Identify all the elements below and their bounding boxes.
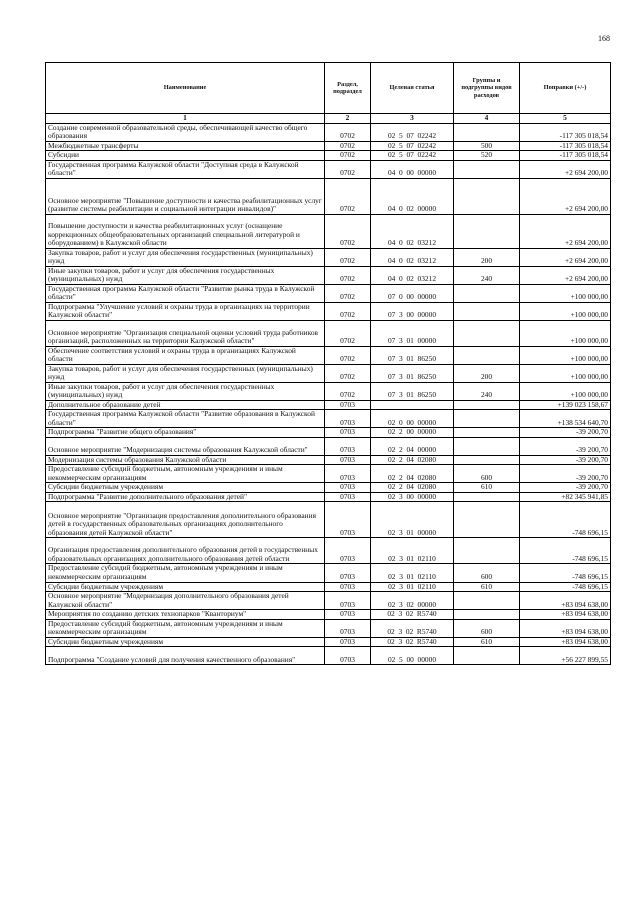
table-row bbox=[46, 160, 611, 178]
table-row bbox=[46, 637, 611, 647]
cell-section: 0702 bbox=[325, 248, 371, 266]
cell-section: 0702 bbox=[325, 123, 371, 141]
table-row bbox=[46, 320, 611, 346]
cell-section: 0703 bbox=[325, 483, 371, 493]
column-number: 1 bbox=[46, 114, 325, 124]
cell-section: 0703 bbox=[325, 428, 371, 438]
cell-target: 07 0 00 00000 bbox=[371, 284, 454, 302]
cell-group bbox=[454, 410, 520, 428]
cell-target: 04 0 02 03212 bbox=[371, 248, 454, 266]
cell-section: 0702 bbox=[325, 382, 371, 400]
cell-target: 02 3 01 02110 bbox=[371, 564, 454, 582]
cell-name: Подпрограмма "Создание условий для получения качественного образования" bbox=[46, 647, 325, 665]
cell-group: 600 bbox=[454, 465, 520, 483]
cell-name: Предоставление субсидий бюджетным, автономным учреждениям и иным некоммерческим организациям bbox=[46, 564, 325, 582]
cell-name: Подпрограмма "Улучшение условий и охраны труда в организациях на территории Калужской области" bbox=[46, 302, 325, 320]
column-number: 4 bbox=[454, 114, 520, 124]
cell-amount: -748 696,15 bbox=[520, 582, 611, 592]
header-section: Раздел, подраздел bbox=[325, 63, 371, 114]
table-row bbox=[46, 492, 611, 502]
cell-amount: +2 694 200,00 bbox=[520, 160, 611, 178]
column-number: 5 bbox=[520, 114, 611, 124]
cell-amount: +139 023 158,67 bbox=[520, 400, 611, 410]
cell-name: Субсидии бюджетным учреждениям bbox=[46, 637, 325, 647]
cell-group bbox=[454, 610, 520, 620]
cell-amount: -39 200,70 bbox=[520, 455, 611, 465]
cell-name: Субсидии бюджетным учреждениям bbox=[46, 582, 325, 592]
cell-target: 07 3 01 86250 bbox=[371, 364, 454, 382]
cell-section: 0703 bbox=[325, 538, 371, 564]
cell-name: Государственная программа Калужской области "Развитие рынка труда в Калужской области" bbox=[46, 284, 325, 302]
cell-group bbox=[454, 592, 520, 610]
cell-amount: +2 694 200,00 bbox=[520, 178, 611, 214]
cell-amount: +2 694 200,00 bbox=[520, 248, 611, 266]
table-row bbox=[46, 248, 611, 266]
cell-name: Субсидии бюджетным учреждениям bbox=[46, 483, 325, 493]
cell-section: 0703 bbox=[325, 437, 371, 455]
cell-name: Повышение доступности и качества реабилитационных услуг (оснащение коррекционных общеобразовательных организаций специальной литературой и оборудованием) в Калужской области bbox=[46, 214, 325, 248]
cell-group bbox=[454, 502, 520, 538]
cell-amount: +100 000,00 bbox=[520, 320, 611, 346]
cell-group: 600 bbox=[454, 564, 520, 582]
table-row bbox=[46, 428, 611, 438]
header-target: Целевая статья bbox=[371, 63, 454, 114]
cell-target: 02 3 01 00000 bbox=[371, 502, 454, 538]
cell-group bbox=[454, 455, 520, 465]
header-group: Группы и подгруппы видов расходов bbox=[454, 63, 520, 114]
cell-target: 04 0 00 00000 bbox=[371, 160, 454, 178]
cell-amount: -117 305 018,54 bbox=[520, 141, 611, 151]
cell-amount: +83 094 638,00 bbox=[520, 592, 611, 610]
cell-target: 02 5 00 00000 bbox=[371, 647, 454, 665]
cell-name: Основное мероприятие "Модернизация дополнительного образования детей Калужской области" bbox=[46, 592, 325, 610]
cell-name: Основное мероприятие "Организация специальной оценки условий труда работников организаций, расположенных на территории Калужской области" bbox=[46, 320, 325, 346]
cell-section: 0702 bbox=[325, 320, 371, 346]
cell-target: 02 3 01 02110 bbox=[371, 538, 454, 564]
table-row bbox=[46, 364, 611, 382]
cell-group bbox=[454, 400, 520, 410]
table-row bbox=[46, 610, 611, 620]
cell-name: Государственная программа Калужской области "Доступная среда в Калужской области" bbox=[46, 160, 325, 178]
header-name: Наименование bbox=[46, 63, 325, 114]
cell-amount: -39 200,70 bbox=[520, 483, 611, 493]
cell-group: 240 bbox=[454, 266, 520, 284]
budget-amendments-table bbox=[45, 62, 611, 665]
cell-target: 02 3 01 02110 bbox=[371, 582, 454, 592]
cell-name: Основное мероприятие "Организация предоставления дополнительного образования детей в государственных образовательных организациях дополнительного образования детей Калужской области" bbox=[46, 502, 325, 538]
cell-target: 02 3 02 00000 bbox=[371, 592, 454, 610]
cell-amount: +138 534 640,70 bbox=[520, 410, 611, 428]
cell-group: 240 bbox=[454, 382, 520, 400]
cell-group bbox=[454, 123, 520, 141]
cell-section: 0703 bbox=[325, 455, 371, 465]
cell-amount: +56 227 899,55 bbox=[520, 647, 611, 665]
cell-target: 02 3 02 R5740 bbox=[371, 610, 454, 620]
cell-amount: +100 000,00 bbox=[520, 364, 611, 382]
cell-amount: -117 305 018,54 bbox=[520, 151, 611, 161]
cell-amount: +2 694 200,00 bbox=[520, 214, 611, 248]
cell-target: 04 0 02 00000 bbox=[371, 178, 454, 214]
table-row bbox=[46, 214, 611, 248]
cell-name: Мероприятия по созданию детских технопарков "Кванториум" bbox=[46, 610, 325, 620]
table-row bbox=[46, 284, 611, 302]
cell-group bbox=[454, 160, 520, 178]
cell-amount: -39 200,70 bbox=[520, 428, 611, 438]
cell-group bbox=[454, 437, 520, 455]
cell-group: 200 bbox=[454, 364, 520, 382]
cell-group bbox=[454, 647, 520, 665]
cell-amount: +83 094 638,00 bbox=[520, 637, 611, 647]
cell-section: 0702 bbox=[325, 141, 371, 151]
table-row bbox=[46, 178, 611, 214]
cell-group bbox=[454, 428, 520, 438]
cell-amount: -39 200,70 bbox=[520, 437, 611, 455]
cell-target: 02 3 02 R5740 bbox=[371, 619, 454, 637]
cell-name: Иные закупки товаров, работ и услуг для обеспечения государственных (муниципальных) нужд bbox=[46, 382, 325, 400]
cell-group bbox=[454, 320, 520, 346]
column-number-row bbox=[46, 114, 611, 124]
cell-name: Предоставление субсидий бюджетным, автономным учреждениям и иным некоммерческим организациям bbox=[46, 465, 325, 483]
table-row bbox=[46, 437, 611, 455]
cell-amount: -748 696,15 bbox=[520, 564, 611, 582]
cell-amount: -748 696,15 bbox=[520, 538, 611, 564]
cell-group bbox=[454, 492, 520, 502]
cell-amount: +100 000,00 bbox=[520, 382, 611, 400]
cell-amount: +100 000,00 bbox=[520, 346, 611, 364]
cell-group: 600 bbox=[454, 619, 520, 637]
cell-name: Подпрограмма "Развитие дополнительного образования детей" bbox=[46, 492, 325, 502]
cell-group: 610 bbox=[454, 483, 520, 493]
cell-name: Межбюджетные трансферты bbox=[46, 141, 325, 151]
cell-section: 0702 bbox=[325, 151, 371, 161]
column-number: 3 bbox=[371, 114, 454, 124]
table-row bbox=[46, 502, 611, 538]
cell-target: 07 3 00 00000 bbox=[371, 302, 454, 320]
page-number: 168 bbox=[598, 34, 610, 43]
cell-target: 04 0 02 03212 bbox=[371, 266, 454, 284]
cell-group: 500 bbox=[454, 141, 520, 151]
cell-name: Подпрограмма "Развитие общего образования" bbox=[46, 428, 325, 438]
cell-target: 02 0 00 00000 bbox=[371, 410, 454, 428]
cell-section: 0703 bbox=[325, 410, 371, 428]
cell-section: 0702 bbox=[325, 346, 371, 364]
table-row bbox=[46, 592, 611, 610]
cell-name: Основное мероприятие "Модернизация системы образования Калужской области" bbox=[46, 437, 325, 455]
cell-name: Организация предоставления дополнительного образования детей в государственных образовательных организациях дополнительного образования детей области bbox=[46, 538, 325, 564]
cell-group: 520 bbox=[454, 151, 520, 161]
cell-amount: -39 200,70 bbox=[520, 465, 611, 483]
cell-section: 0703 bbox=[325, 502, 371, 538]
table-row bbox=[46, 302, 611, 320]
cell-group: 610 bbox=[454, 582, 520, 592]
table-row bbox=[46, 266, 611, 284]
cell-target: 02 5 07 02242 bbox=[371, 151, 454, 161]
cell-amount: +83 094 638,00 bbox=[520, 619, 611, 637]
cell-amount: -748 696,15 bbox=[520, 502, 611, 538]
cell-section: 0702 bbox=[325, 266, 371, 284]
cell-amount: +100 000,00 bbox=[520, 284, 611, 302]
cell-section: 0702 bbox=[325, 284, 371, 302]
cell-name: Субсидии bbox=[46, 151, 325, 161]
cell-section: 0703 bbox=[325, 610, 371, 620]
cell-section: 0703 bbox=[325, 619, 371, 637]
cell-target: 02 2 04 02080 bbox=[371, 483, 454, 493]
cell-group bbox=[454, 302, 520, 320]
cell-target: 02 5 07 02242 bbox=[371, 123, 454, 141]
cell-target: 07 3 01 86250 bbox=[371, 346, 454, 364]
cell-amount: +100 000,00 bbox=[520, 302, 611, 320]
cell-group: 610 bbox=[454, 637, 520, 647]
cell-name: Модернизация системы образования Калужской области bbox=[46, 455, 325, 465]
cell-target: 02 3 02 R5740 bbox=[371, 637, 454, 647]
table-row bbox=[46, 619, 611, 637]
table-row bbox=[46, 346, 611, 364]
cell-target bbox=[371, 400, 454, 410]
cell-name: Основное мероприятие "Повышение доступности и качества реабилитационных услуг (развитие системы реабилитации и социальной интеграции инвалидов)" bbox=[46, 178, 325, 214]
cell-group bbox=[454, 178, 520, 214]
cell-amount: +2 694 200,00 bbox=[520, 266, 611, 284]
cell-name: Закупка товаров, работ и услуг для обеспечения государственных (муниципальных) нужд bbox=[46, 364, 325, 382]
cell-section: 0703 bbox=[325, 592, 371, 610]
cell-group bbox=[454, 284, 520, 302]
cell-target: 02 2 04 00000 bbox=[371, 437, 454, 455]
cell-target: 02 5 07 02242 bbox=[371, 141, 454, 151]
cell-group bbox=[454, 538, 520, 564]
cell-target: 07 3 01 86250 bbox=[371, 382, 454, 400]
table-row bbox=[46, 538, 611, 564]
cell-amount: -117 305 018,54 bbox=[520, 123, 611, 141]
cell-target: 02 3 00 00000 bbox=[371, 492, 454, 502]
cell-section: 0703 bbox=[325, 582, 371, 592]
table-row bbox=[46, 647, 611, 665]
cell-target: 07 3 01 00000 bbox=[371, 320, 454, 346]
cell-section: 0703 bbox=[325, 647, 371, 665]
cell-section: 0702 bbox=[325, 178, 371, 214]
cell-section: 0702 bbox=[325, 214, 371, 248]
cell-target: 04 0 02 03212 bbox=[371, 214, 454, 248]
cell-section: 0702 bbox=[325, 160, 371, 178]
cell-target: 02 2 04 02080 bbox=[371, 465, 454, 483]
cell-name: Предоставление субсидий бюджетным, автономным учреждениям и иным некоммерческим организациям bbox=[46, 619, 325, 637]
cell-section: 0703 bbox=[325, 400, 371, 410]
cell-target: 02 2 04 02080 bbox=[371, 455, 454, 465]
table-row bbox=[46, 410, 611, 428]
cell-name: Обеспечение соответствия условий и охраны труда в организациях Калужской области bbox=[46, 346, 325, 364]
column-number: 2 bbox=[325, 114, 371, 124]
cell-name: Дополнительное образование детей bbox=[46, 400, 325, 410]
cell-name: Создание современной образовательной среды, обеспечивающей качество общего образования bbox=[46, 123, 325, 141]
table-row bbox=[46, 151, 611, 161]
cell-section: 0702 bbox=[325, 302, 371, 320]
table-row bbox=[46, 123, 611, 141]
cell-section: 0703 bbox=[325, 564, 371, 582]
cell-amount: +82 345 941,85 bbox=[520, 492, 611, 502]
cell-name: Иные закупки товаров, работ и услуг для обеспечения государственных (муниципальных) нужд bbox=[46, 266, 325, 284]
cell-section: 0703 bbox=[325, 637, 371, 647]
cell-section: 0703 bbox=[325, 465, 371, 483]
table-row bbox=[46, 141, 611, 151]
header-amount: Поправки (+/-) bbox=[520, 63, 611, 114]
cell-group bbox=[454, 214, 520, 248]
cell-group bbox=[454, 346, 520, 364]
cell-section: 0702 bbox=[325, 364, 371, 382]
table-row bbox=[46, 382, 611, 400]
cell-section: 0703 bbox=[325, 492, 371, 502]
table-header-row bbox=[46, 63, 611, 114]
cell-target: 02 2 00 00000 bbox=[371, 428, 454, 438]
cell-name: Государственная программа Калужской области "Развитие образования в Калужской области" bbox=[46, 410, 325, 428]
table-row bbox=[46, 465, 611, 483]
table-row bbox=[46, 564, 611, 582]
cell-amount: +83 094 638,00 bbox=[520, 610, 611, 620]
cell-name: Закупка товаров, работ и услуг для обеспечения государственных (муниципальных) нужд bbox=[46, 248, 325, 266]
cell-group: 200 bbox=[454, 248, 520, 266]
